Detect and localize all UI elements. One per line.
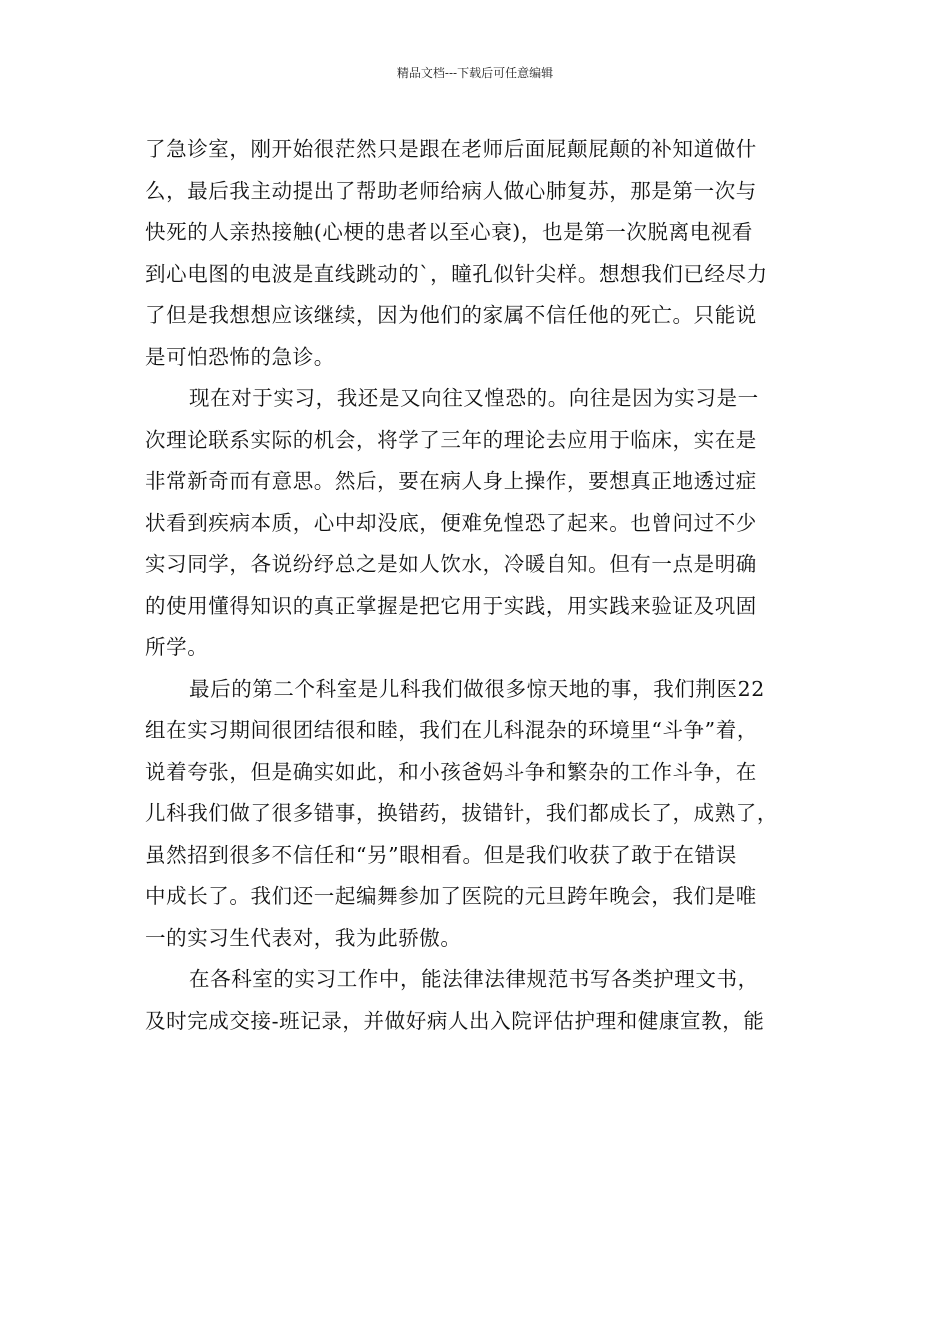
text-line: 儿科我们做了很多错事，换错药，拔错针，我们都成长了，成熟了， — [145, 801, 778, 825]
document-body — [145, 129, 835, 1042]
text-line: 最后的第二个科室是儿科我们做很多惊天地的事，我们荆医22 — [189, 676, 765, 701]
text-line: 么，最后我主动提出了帮助老师给病人做心肺复苏，那是第一次与 — [145, 178, 757, 203]
text-line: 非常新奇而有意思。然后，要在病人身上操作，要想真正地透过症 — [145, 469, 757, 493]
text-line: 是可怕恐怖的急诊。 — [145, 344, 335, 369]
text-line: 一的实习生代表对，我为此骄傲。 — [145, 925, 462, 950]
text-line: 组在实习期间很团结很和睦，我们在儿科混杂的环境里“斗争”着， — [145, 718, 758, 742]
text-line: 在各科室的实习工作中，能法律法律规范书写各类护理文书， — [189, 967, 759, 991]
text-line: 了急诊室，刚开始很茫然只是跟在老师后面屁颠屁颠的补知道做什 — [145, 137, 757, 161]
text-line: 状看到疾病本质，心中却没底，便难免惶恐了起来。也曾问过不少 — [145, 510, 757, 535]
text-line: 及时完成交接-班记录，并做好病人出入院评估护理和健康宣教，能 — [145, 1008, 765, 1033]
text-line: 次理论联系实际的机会，将学了三年的理论去应用于临床，实在是 — [145, 427, 757, 452]
text-line: 的使用懂得知识的真正掌握是把它用于实践，用实践来验证及巩固 — [145, 593, 757, 618]
text-line: 虽然招到很多不信任和“另”眼相看。但是我们收获了敢于在错误 — [145, 842, 737, 867]
text-line: 现在对于实习，我还是又向往又惶恐的。向往是因为实习是一 — [189, 386, 759, 410]
text-line: 所学。 — [145, 635, 209, 659]
text-line: 实习同学，各说纷纾总之是如人饮水，冷暖自知。但有一点是明确 — [145, 552, 757, 576]
page-header: 精品文档---下载后可任意编辑 — [396, 66, 554, 80]
text-line: 到心电图的电波是直线跳动的`，瞳孔似针尖样。想想我们已经尽力 — [145, 261, 768, 286]
text-line: 说着夸张，但是确实如此，和小孩爸妈斗争和繁杂的工作斗争，在 — [145, 759, 757, 784]
text-line: 中成长了。我们还一起编舞参加了医院的元旦跨年晚会，我们是唯 — [145, 884, 757, 908]
text-line: 快死的人亲热接触(心梗的患者以至心衰)，也是第一次脱离电视看 — [145, 220, 753, 244]
text-line: 了但是我想想应该继续，因为他们的家属不信任他的死亡。只能说 — [145, 303, 757, 327]
